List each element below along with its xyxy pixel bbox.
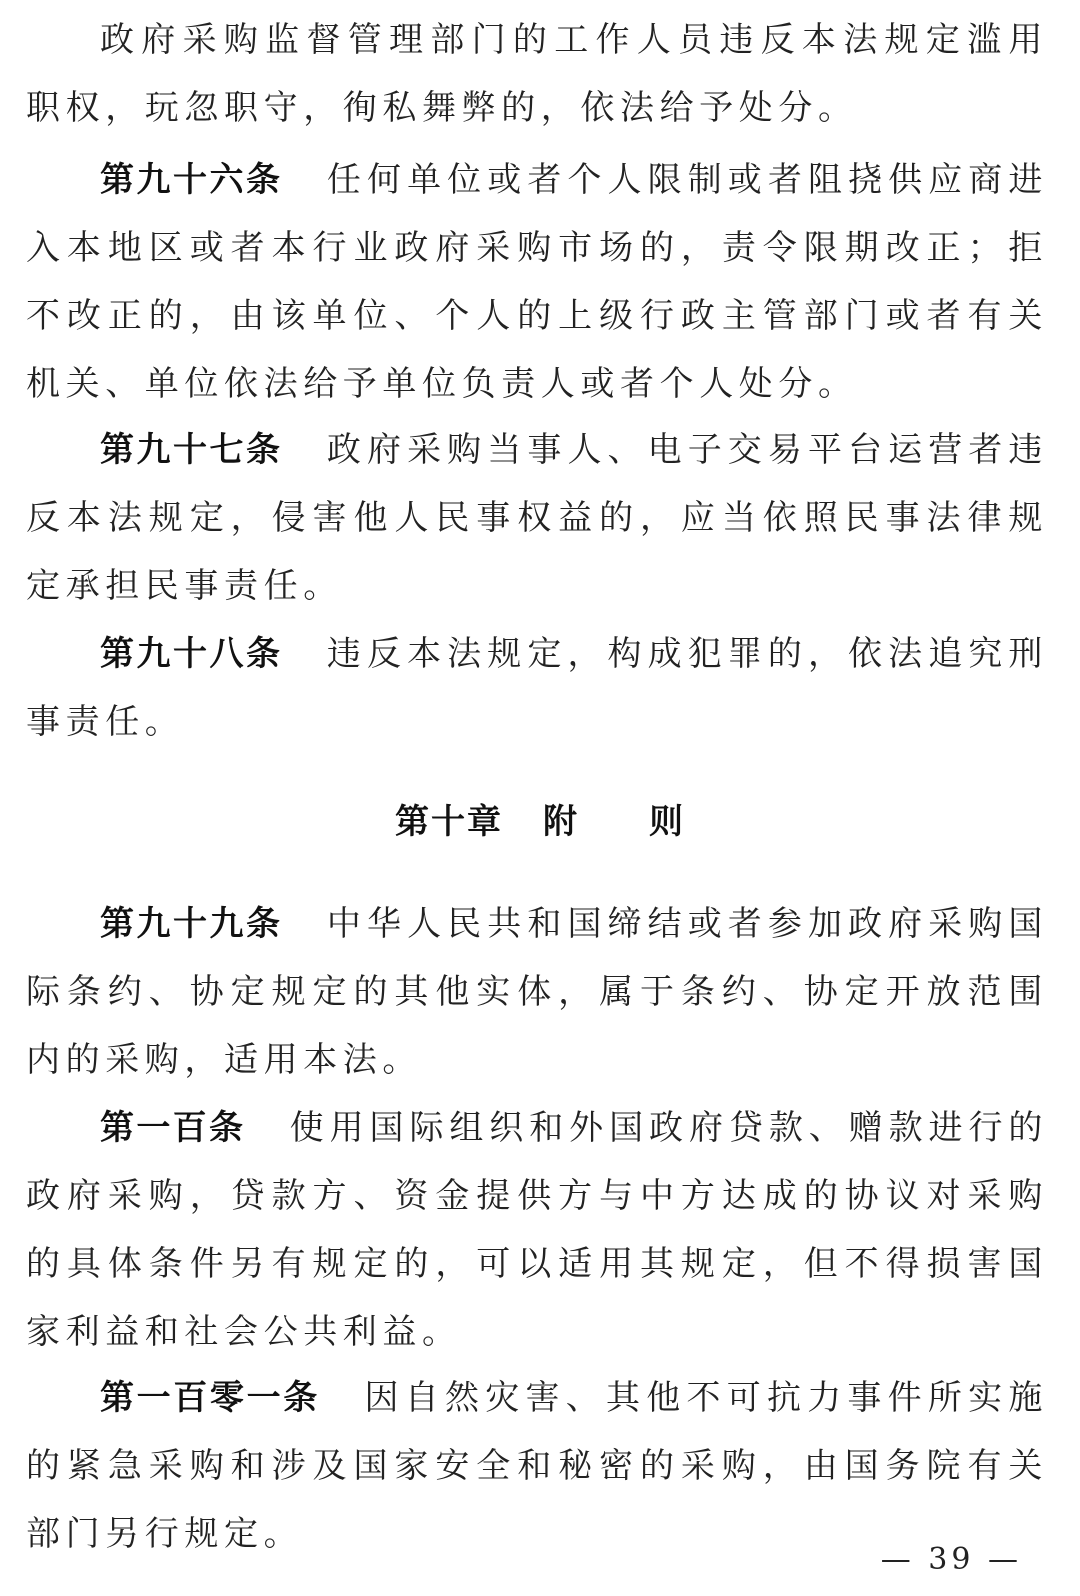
article-number: 第九十八条 [100, 634, 283, 674]
article-text: 违反本法规定，构成犯罪的，依法追究刑事责任。 [26, 634, 1048, 742]
article-number: 第一百条 [100, 1108, 246, 1148]
article-99 [26, 890, 1048, 1094]
chapter-title-part2: 则 [649, 802, 685, 842]
page-number: — 39 — [880, 1542, 1022, 1577]
article-text: 因自然灾害、其他不可抗力事件所实施的紧急采购和涉及国家安全和秘密的采购，由国务院有关部门另行规定。 [26, 1378, 1049, 1554]
paragraph-text: 政府采购监督管理部门的工作人员违反本法规定滥用职权，玩忽职守，徇私舞弊的，依法给予处分。 [26, 20, 1048, 128]
chapter-title-part1: 附 [543, 802, 579, 842]
article-100 [26, 1094, 1048, 1366]
article-number: 第九十九条 [100, 904, 283, 944]
chapter-number: 第十章 [395, 802, 503, 842]
article-101 [26, 1364, 1048, 1568]
article-text: 任何单位或者个人限制或者阻挠供应商进入本地区或者本行业政府采购市场的，责令限期改正；拒不改正的，由该单位、个人的上级行政主管部门或者有关机关、单位依法给予单位负责人或者个人处分。 [26, 160, 1048, 404]
article-98 [26, 620, 1048, 756]
article-number: 第一百零一条 [100, 1378, 320, 1418]
chapter-heading [0, 788, 1080, 856]
article-96 [26, 146, 1048, 418]
article-number: 第九十六条 [100, 160, 283, 200]
article-text: 政府采购当事人、电子交易平台运营者违反本法规定，侵害他人民事权益的，应当依照民事法律规定承担民事责任。 [26, 430, 1048, 606]
paragraph-continuation [26, 6, 1048, 142]
article-text: 中华人民共和国缔结或者参加政府采购国际条约、协定规定的其他实体，属于条约、协定开放范围内的采购，适用本法。 [26, 904, 1048, 1080]
article-number: 第九十七条 [100, 430, 283, 470]
article-text: 使用国际组织和外国政府贷款、赠款进行的政府采购，贷款方、资金提供方与中方达成的协议对采购的具体条件另有规定的，可以适用其规定，但不得损害国家利益和社会公共利益。 [26, 1108, 1048, 1352]
article-97 [26, 416, 1048, 620]
